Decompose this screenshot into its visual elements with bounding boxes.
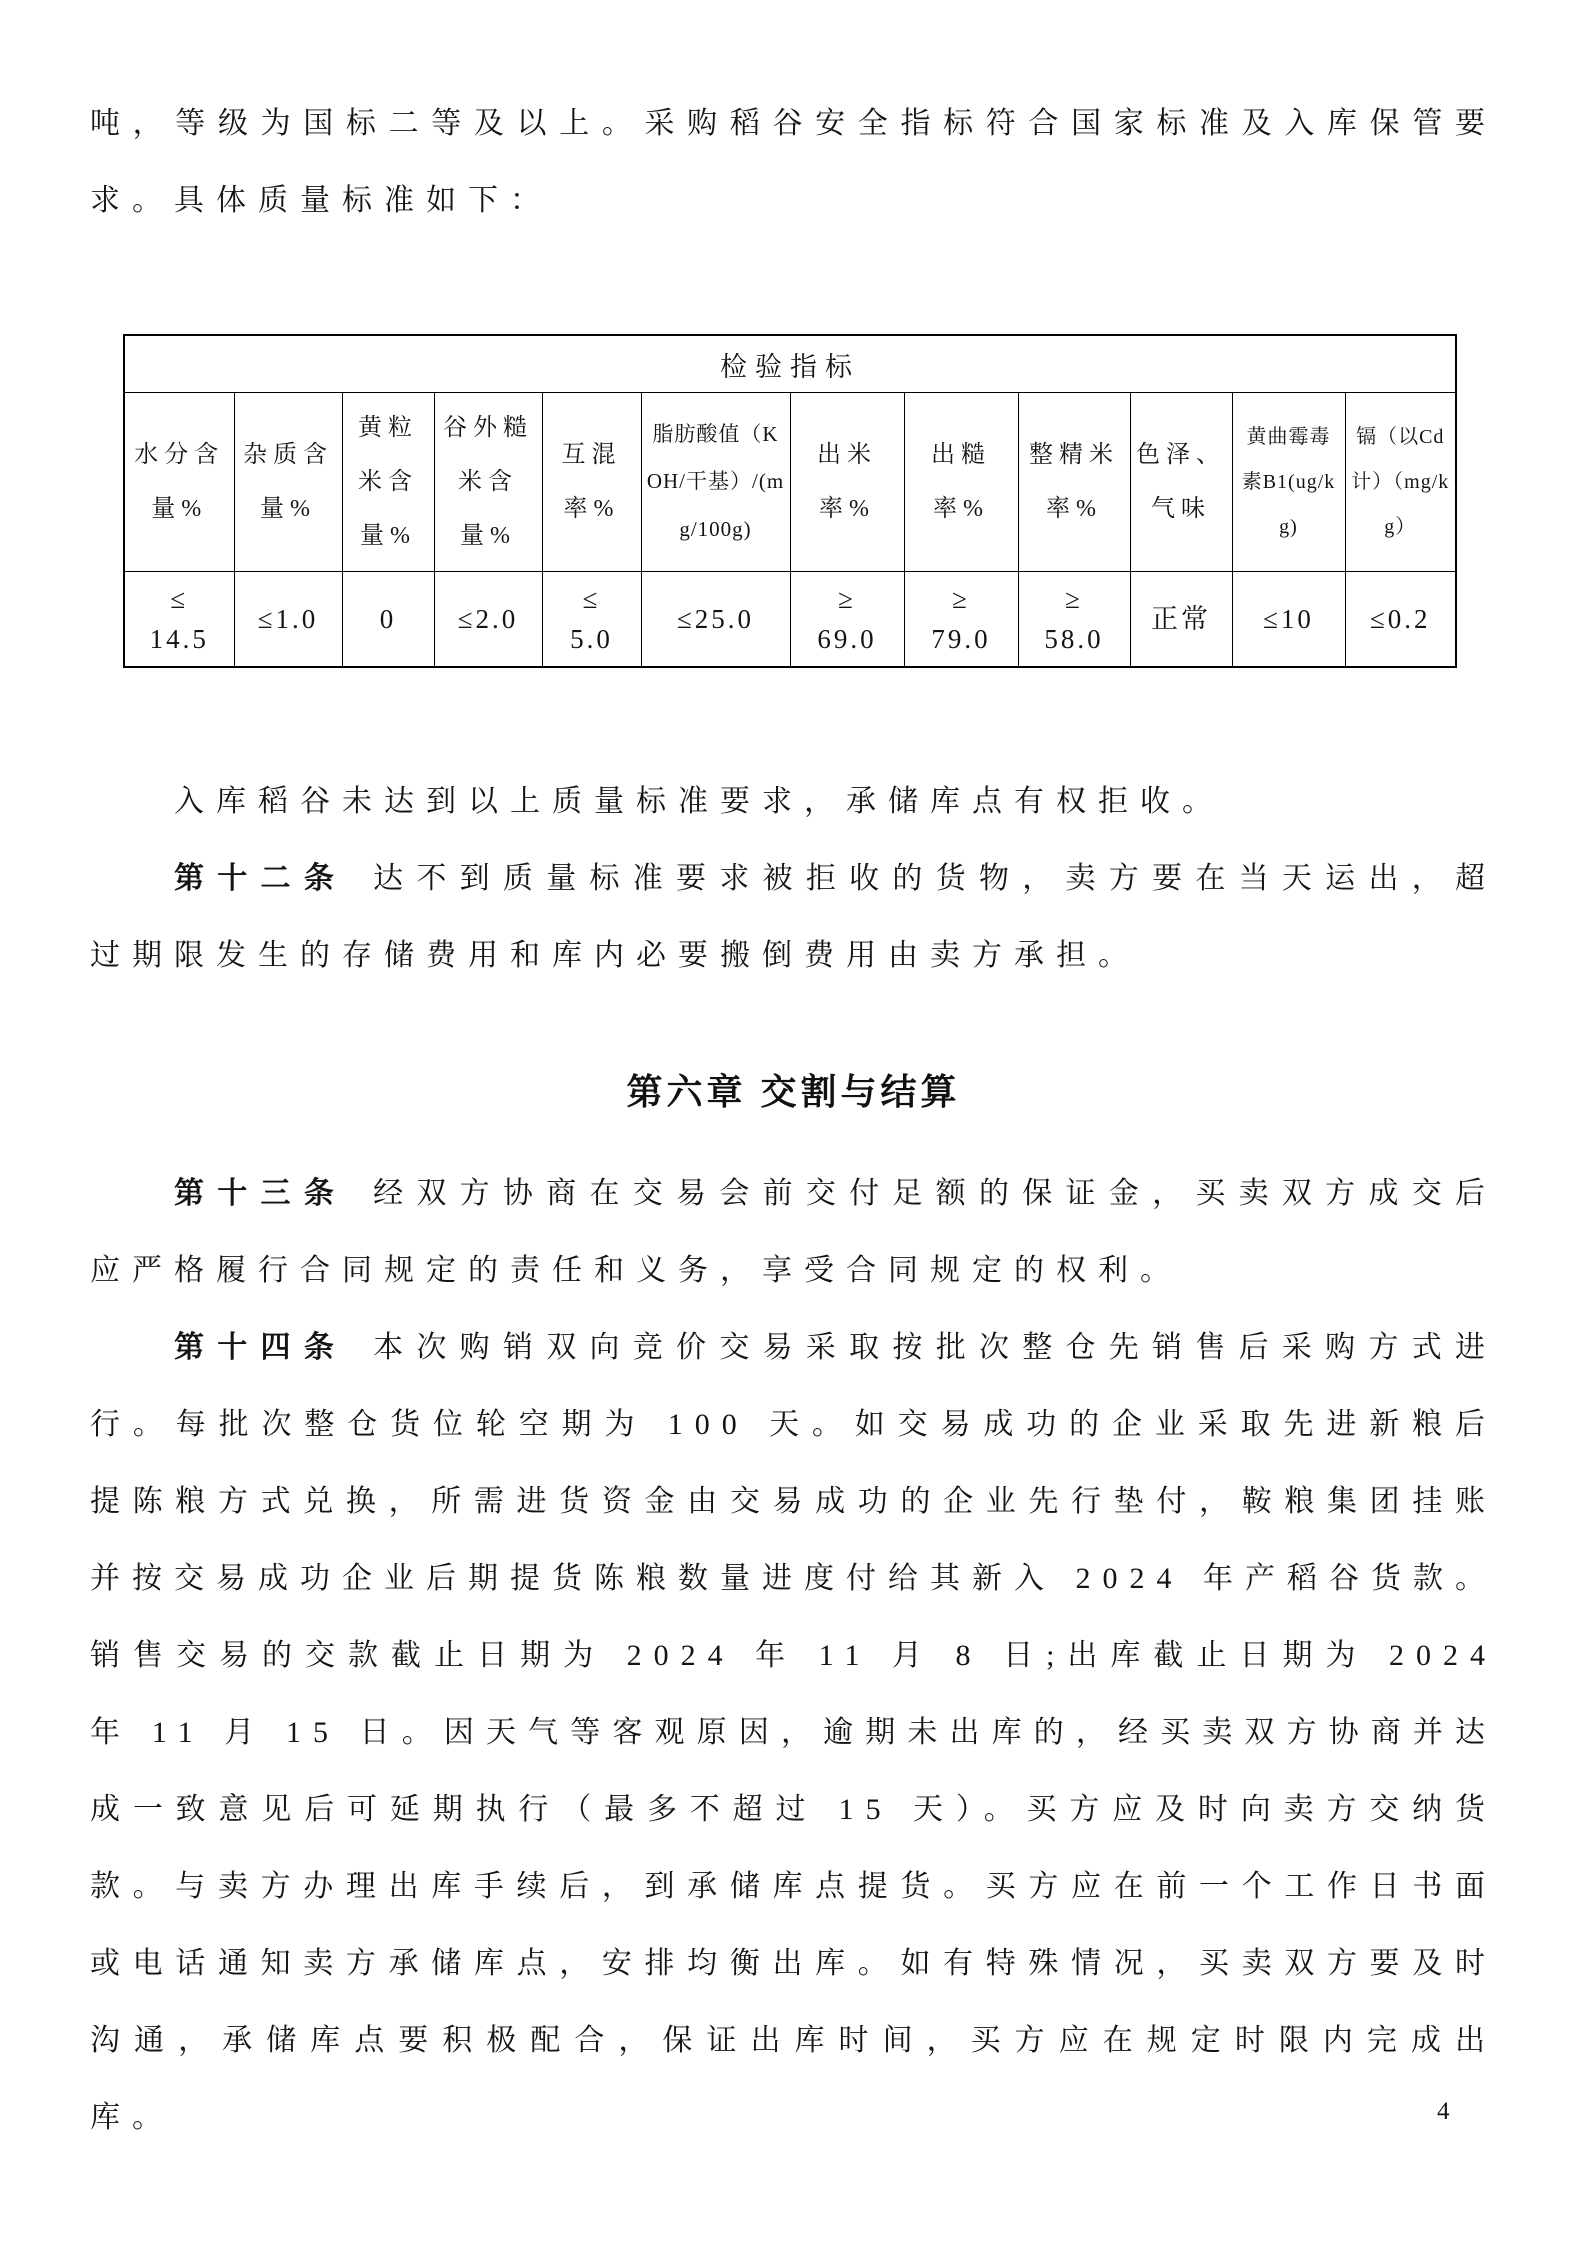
value-milled-yield: ≥ 69.0 — [790, 572, 904, 668]
chapter-6-heading: 第六章 交割与结算 — [626, 1071, 961, 1112]
value-cadmium: ≤0.2 — [1345, 572, 1456, 668]
header-color-odor: 色泽、气味 — [1130, 393, 1232, 572]
header-head-rice: 整精米率% — [1018, 393, 1130, 572]
rejection-note-paragraph: 入库稻谷未达到以上质量标准要求，承储库点有权拒收。 — [174, 785, 1224, 818]
header-fatty-acid: 脂肪酸值（KOH/干基）/(mg/100g) — [641, 393, 790, 572]
quality-standards-table — [123, 334, 1457, 668]
value-husked-yield: ≥ 79.0 — [904, 572, 1018, 668]
intro-paragraph: 吨，等级为国标二等及以上。采购稻谷安全指标符合国家标准及入库保管要求。具体质量标准如下： — [90, 107, 1497, 217]
value-fatty-acid: ≤25.0 — [641, 572, 790, 668]
header-mix-rate: 互混率% — [542, 393, 641, 572]
header-aflatoxin: 黄曲霉毒素B1(ug/kg) — [1232, 393, 1345, 572]
header-yellow-rice: 黄粒米含量% — [342, 393, 434, 572]
value-moisture: ≤ 14.5 — [124, 572, 234, 668]
value-head-rice: ≥ 58.0 — [1018, 572, 1130, 668]
header-moisture: 水分含量% — [124, 393, 234, 572]
table-title-row — [124, 335, 1456, 393]
article-12-text: 达不到质量标准要求被拒收的货物，卖方要在当天运出，超过期限发生的存储费用和库内必要搬倒费用由卖方承担。 — [90, 862, 1498, 972]
header-impurity: 杂质含量% — [234, 393, 342, 572]
article-13-number: 第十三条 — [174, 1177, 348, 1210]
article-14-text: 本次购销双向竞价交易采取按批次整仓先销售后采购方式进行。每批次整仓货位轮空期为 100 天。如交易成功的企业采取先进新粮后提陈粮方式兑换，所需进货资金由交易成功的企业先行垫付，鞍粮集团挂账并按交易成功企业后期提货陈粮数量进度付给其新入 2024 年产稻谷货款。销售交易的交款截止日期为 2024 年 11 月 8 日;出库截止日期为 2024 年 11 月 15 日。因天气等客观原因，逾期未出库的，经买卖双方协商并达成一致意见后可延期执行（最多不超过 15 天）。买方应及时向卖方交纳货款。与卖方办理出库手续后，到承储库点提货。买方应在前一个工作日书面或电话通知卖方承储库点，安排均衡出库。如有特殊情况，买卖双方要及时沟通，承储库点要积极配合，保证出库时间，买方应在规定时限内完成出库。 — [90, 1331, 1498, 2134]
header-husked-yield: 出糙率% — [904, 393, 1018, 572]
value-yellow-rice: 0 — [342, 572, 434, 668]
value-mix-rate: ≤ 5.0 — [542, 572, 641, 668]
table-header-row — [124, 393, 1456, 572]
page-number: 4 — [1437, 2098, 1450, 2125]
value-impurity: ≤1.0 — [234, 572, 342, 668]
value-color-odor: 正常 — [1130, 572, 1232, 668]
header-milled-yield: 出米率% — [790, 393, 904, 572]
value-brown-rice: ≤2.0 — [434, 572, 542, 668]
article-14-number: 第十四条 — [174, 1331, 348, 1364]
table-title-cell: 检验指标 — [124, 335, 1456, 393]
article-13-text: 经双方协商在交易会前交付足额的保证金，买卖双方成交后应严格履行合同规定的责任和义务，享受合同规定的权利。 — [90, 1177, 1498, 1287]
value-aflatoxin: ≤10 — [1232, 572, 1345, 668]
article-12-paragraph — [90, 840, 1497, 994]
article-13-paragraph — [90, 1155, 1497, 1309]
header-cadmium: 镉（以Cd 计）（mg/kg） — [1345, 393, 1456, 572]
table-value-row — [124, 572, 1456, 668]
article-14-paragraph — [90, 1309, 1497, 2156]
header-brown-rice: 谷外糙米含量% — [434, 393, 542, 572]
article-12-number: 第十二条 — [174, 862, 348, 895]
